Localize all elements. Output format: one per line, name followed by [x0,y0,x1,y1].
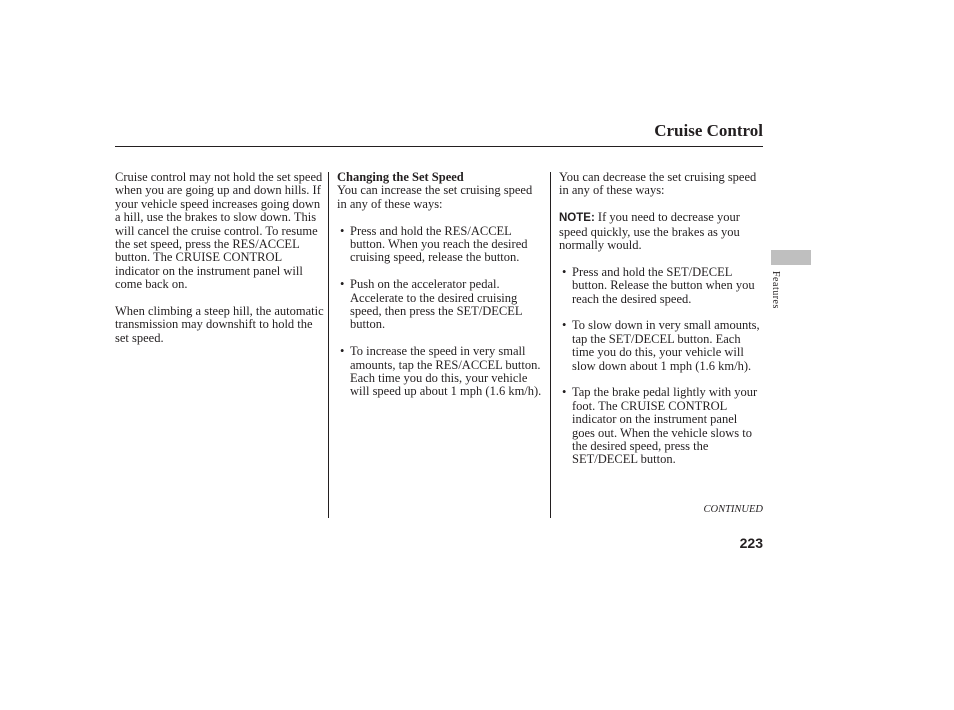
paragraph: Cruise control may not hold the set speed when you are going up and down hills. If your vehicle speed increases going down a hill, use the brakes to slow down. This will cancel the cruise control. To resume the set speed, press the RES/ACCEL button. The CRUISE CONTROL indicator on the instrument panel will come back on. [115,170,323,292]
list-item: • To slow down in very small amounts, tap the SET/DECEL button. Each time you do this, your vehicle will slow down about 1 mph (1.6 km/h). [562,318,760,373]
section-tab-label: Features [770,271,781,309]
page-number: 223 [739,535,763,551]
bullet-icon: • [340,344,345,359]
page-title: Cruise Control [654,121,763,140]
list-item: • Push on the accelerator pedal. Accelerate to the desired cruising speed, then press the SET/DECEL button. [340,277,523,332]
column-middle [337,171,545,412]
paragraph: When climbing a steep hill, the automatic transmission may downshift to hold the set speed. [115,304,324,345]
column-left [115,171,325,359]
continued-label: CONTINUED [703,504,763,515]
column-divider [328,172,329,518]
bullet-icon: • [340,277,345,292]
section-tab [771,250,811,265]
increase-speed-list [337,225,545,399]
column-divider [550,172,551,518]
bullet-icon: • [562,264,567,279]
note-text: If you need to decrease your speed quickly, use the brakes as you normally would. [559,210,740,253]
decrease-speed-list [559,266,763,467]
header-rule [115,146,763,147]
bullet-icon: • [562,318,567,333]
bullet-icon: • [562,385,567,400]
note-label: NOTE: [559,212,595,225]
note [559,211,763,252]
list-item: • Press and hold the RES/ACCEL button. When you reach the desired cruising speed, release the button. [340,223,528,265]
intro-text: You can decrease the set cruising speed in any of these ways: [559,170,757,198]
intro-text: You can increase the set cruising speed in any of these ways: [337,183,533,211]
column-right [559,171,763,480]
section-heading: Changing the Set Speed [337,170,464,184]
bullet-icon: • [340,223,345,238]
list-item: • To increase the speed in very small amounts, tap the RES/ACCEL button. Each time you do this, your vehicle will speed up about 1 mph (1.6 km/h). [340,344,542,399]
list-item: • Press and hold the SET/DECEL button. Release the button when you reach the desired speed. [562,264,755,306]
list-item: • Tap the brake pedal lightly with your foot. The CRUISE CONTROL indicator on the instrument panel goes out. When the vehicle slows to the desired speed, press the SET/DECEL button. [562,385,758,467]
